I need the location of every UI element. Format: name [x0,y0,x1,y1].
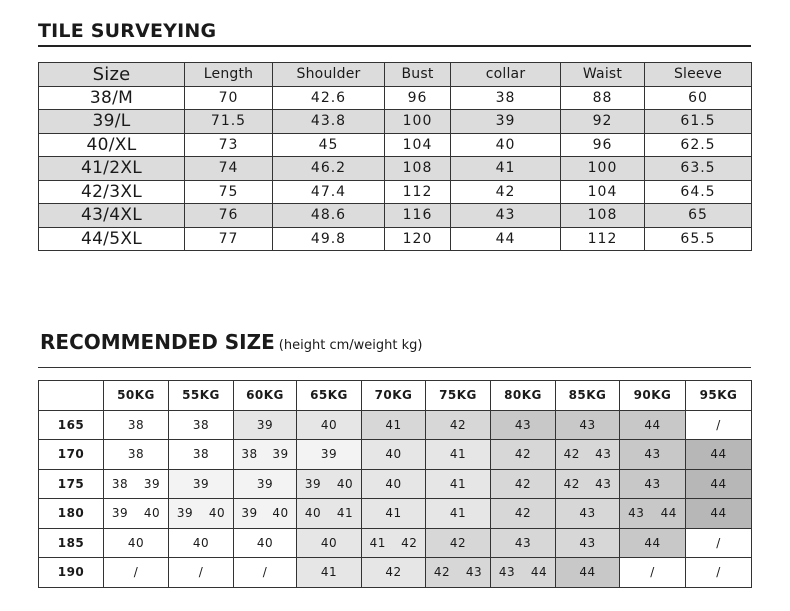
size-option: 42 [563,447,580,462]
cell-size: 38/M [39,86,185,110]
size-cell [620,410,686,440]
size-option: 43 [628,506,645,521]
cell-collar: 40 [451,133,561,157]
size-option: 44 [530,565,548,580]
corner-cell [39,381,104,411]
size-cell [362,410,426,440]
cell-collar: 38 [451,86,561,110]
size-value: 42 [514,447,532,462]
cell-waist: 100 [561,157,645,181]
size-cell [686,499,752,529]
size-cell [169,558,234,588]
recommended-title [40,330,422,354]
weight-header: 65KG [297,381,362,411]
size-value: 40 [192,535,210,550]
size-cell [491,469,556,499]
size-value [620,506,685,520]
cell-collar: 43 [451,204,561,228]
size-value: / [716,417,721,432]
size-value: 43 [514,417,532,432]
weight-header: 70KG [362,381,426,411]
header-collar: collar [451,63,561,87]
cell-shoulder: 48.6 [273,204,385,228]
cell-collar: 42 [451,180,561,204]
cell-shoulder: 43.8 [273,110,385,134]
size-option: 44 [660,506,677,521]
size-value: 38 [127,447,145,462]
size-cell [104,469,169,499]
cell-length: 77 [185,227,273,251]
size-cell [169,410,234,440]
size-value [234,506,296,520]
cell-shoulder: 47.4 [273,180,385,204]
size-cell [297,558,362,588]
height-label: 175 [39,469,104,499]
size-value: 43 [644,447,661,462]
cell-waist: 108 [561,204,645,228]
cell-length: 70 [185,86,273,110]
size-option: 40 [272,506,289,521]
weight-header: 90KG [620,381,686,411]
size-value [426,565,490,579]
recommended-row [39,410,752,440]
size-value: 44 [579,565,596,580]
size-value: 40 [320,535,338,550]
size-value: 43 [514,535,532,550]
cell-size: 39/L [39,110,185,134]
cell-sleeve: 63.5 [645,157,752,181]
size-value: / [716,535,721,550]
height-label: 165 [39,410,104,440]
size-value [169,506,233,520]
size-value: / [262,565,268,580]
size-cell [426,440,491,470]
size-cell [491,440,556,470]
size-value: 41 [320,565,338,580]
cell-waist: 88 [561,86,645,110]
size-cell [169,528,234,558]
size-value [104,477,168,491]
size-value [556,447,619,461]
weight-header: 80KG [491,381,556,411]
size-option: 43 [465,565,483,580]
title-divider [38,45,751,47]
size-cell [686,410,752,440]
size-value: 44 [644,535,661,550]
size-option: 43 [498,565,516,580]
measurements-title: TILE SURVEYING [38,20,217,42]
size-option: 42 [433,565,451,580]
size-value: 42 [385,565,402,580]
size-cell [234,528,297,558]
size-value: / [716,565,721,580]
cell-shoulder: 45 [273,133,385,157]
size-option: 38 [241,447,258,462]
size-cell [234,440,297,470]
header-length: Length [185,63,273,87]
size-value [362,536,425,550]
recommended-row [39,440,752,470]
size-cell [686,528,752,558]
size-value: 44 [644,417,661,432]
size-cell [234,499,297,529]
weight-header: 60KG [234,381,297,411]
header-shoulder: Shoulder [273,63,385,87]
size-cell [686,558,752,588]
size-cell [297,440,362,470]
size-option: 39 [111,506,129,521]
size-value: 41 [449,506,467,521]
size-cell [104,410,169,440]
cell-sleeve: 64.5 [645,180,752,204]
recommended-header-row [39,381,752,411]
size-value: 44 [710,506,727,521]
cell-bust: 104 [385,133,451,157]
cell-sleeve: 62.5 [645,133,752,157]
size-cell [491,499,556,529]
size-option: 42 [401,535,418,550]
size-value: 41 [449,476,467,491]
size-value: 38 [127,417,145,432]
recommended-row [39,499,752,529]
cell-waist: 92 [561,110,645,134]
cell-collar: 39 [451,110,561,134]
size-value: 39 [320,447,338,462]
measurement-row [39,180,752,204]
weight-header: 95KG [686,381,752,411]
size-option: 43 [595,447,612,462]
cell-length: 74 [185,157,273,181]
size-cell [556,440,620,470]
size-cell [234,469,297,499]
size-value: 41 [449,447,467,462]
size-value: 39 [192,476,210,491]
size-value: / [650,565,655,580]
cell-sleeve: 65.5 [645,227,752,251]
size-cell [491,410,556,440]
size-value [556,477,619,491]
cell-collar: 41 [451,157,561,181]
cell-length: 76 [185,204,273,228]
measurement-row [39,110,752,134]
size-cell [426,410,491,440]
size-cell [104,528,169,558]
header-bust: Bust [385,63,451,87]
recommended-table [38,380,752,588]
size-value: 43 [579,535,596,550]
size-cell [426,528,491,558]
size-cell [556,558,620,588]
size-cell [362,528,426,558]
cell-bust: 100 [385,110,451,134]
size-value: 38 [192,417,210,432]
cell-size: 41/2XL [39,157,185,181]
cell-waist: 104 [561,180,645,204]
header-size: Size [39,63,185,87]
size-cell [620,469,686,499]
cell-sleeve: 61.5 [645,110,752,134]
size-option: 41 [336,506,354,521]
cell-waist: 112 [561,227,645,251]
size-cell [620,440,686,470]
cell-shoulder: 46.2 [273,157,385,181]
size-option: 40 [304,506,322,521]
size-value: 41 [385,417,402,432]
size-cell [104,440,169,470]
recommended-row [39,469,752,499]
size-value: 42 [514,506,532,521]
recommended-row [39,528,752,558]
size-value: 40 [127,535,145,550]
cell-bust: 116 [385,204,451,228]
size-value: 42 [514,476,532,491]
size-value: 43 [644,476,661,491]
measurement-row [39,227,752,251]
size-value: 43 [579,506,596,521]
size-cell [297,499,362,529]
size-value: 42 [449,417,467,432]
size-cell [491,528,556,558]
size-cell [362,558,426,588]
size-value: 42 [449,535,467,550]
size-value: / [198,565,204,580]
height-label: 170 [39,440,104,470]
size-cell [297,469,362,499]
size-cell [556,528,620,558]
cell-waist: 96 [561,133,645,157]
size-value: 40 [385,476,402,491]
size-option: 39 [143,476,161,491]
cell-shoulder: 49.8 [273,227,385,251]
cell-bust: 108 [385,157,451,181]
size-value [234,447,296,461]
header-waist: Waist [561,63,645,87]
size-cell [491,558,556,588]
header-sleeve: Sleeve [645,63,752,87]
size-value: 39 [256,417,274,432]
size-option: 40 [336,476,354,491]
size-option: 38 [111,476,129,491]
size-cell [426,469,491,499]
size-value: 39 [256,476,274,491]
size-option: 39 [272,447,289,462]
weight-header: 85KG [556,381,620,411]
cell-length: 75 [185,180,273,204]
size-cell [169,469,234,499]
size-value [297,477,361,491]
size-cell [620,558,686,588]
cell-bust: 120 [385,227,451,251]
cell-size: 40/XL [39,133,185,157]
recommended-title-text: RECOMMENDED SIZE [40,330,275,354]
cell-sleeve: 65 [645,204,752,228]
size-cell [426,499,491,529]
measurement-row [39,86,752,110]
size-value: 44 [710,476,727,491]
measurement-table [38,62,752,251]
weight-header: 55KG [169,381,234,411]
size-value [104,506,168,520]
cell-bust: 112 [385,180,451,204]
size-cell [556,410,620,440]
size-option: 39 [176,506,194,521]
size-cell [169,440,234,470]
height-label: 185 [39,528,104,558]
size-value: 44 [710,447,727,462]
size-option: 41 [369,535,386,550]
size-option: 40 [208,506,226,521]
size-value: 40 [320,417,338,432]
size-value: 40 [385,447,402,462]
size-option: 40 [143,506,161,521]
size-option: 39 [304,476,322,491]
weight-header: 50KG [104,381,169,411]
size-cell [426,558,491,588]
size-cell [620,528,686,558]
measurement-row [39,157,752,181]
size-cell [297,528,362,558]
cell-length: 71.5 [185,110,273,134]
measurement-row [39,133,752,157]
size-value: 41 [385,506,402,521]
size-cell [362,440,426,470]
measurement-row [39,204,752,228]
recommended-divider [38,367,751,368]
size-value: 38 [192,447,210,462]
size-cell [362,499,426,529]
size-cell [556,499,620,529]
cell-size: 43/4XL [39,204,185,228]
cell-sleeve: 60 [645,86,752,110]
size-option: 43 [595,476,612,491]
size-cell [234,410,297,440]
size-cell [620,499,686,529]
size-cell [686,440,752,470]
size-cell [362,469,426,499]
size-value: / [133,565,139,580]
size-value: 40 [256,535,274,550]
size-option: 39 [241,506,258,521]
size-cell [104,558,169,588]
cell-size: 42/3XL [39,180,185,204]
cell-shoulder: 42.6 [273,86,385,110]
size-cell [234,558,297,588]
size-value [491,565,555,579]
height-label: 190 [39,558,104,588]
size-value [297,506,361,520]
cell-collar: 44 [451,227,561,251]
size-cell [104,499,169,529]
cell-length: 73 [185,133,273,157]
measurement-header-row [39,63,752,87]
size-cell [297,410,362,440]
cell-bust: 96 [385,86,451,110]
size-cell [169,499,234,529]
size-cell [686,469,752,499]
size-value: 43 [579,417,596,432]
recommended-subtitle: (height cm/weight kg) [278,338,423,353]
size-option: 42 [563,476,580,491]
size-cell [556,469,620,499]
height-label: 180 [39,499,104,529]
weight-header: 75KG [426,381,491,411]
recommended-row [39,558,752,588]
cell-size: 44/5XL [39,227,185,251]
